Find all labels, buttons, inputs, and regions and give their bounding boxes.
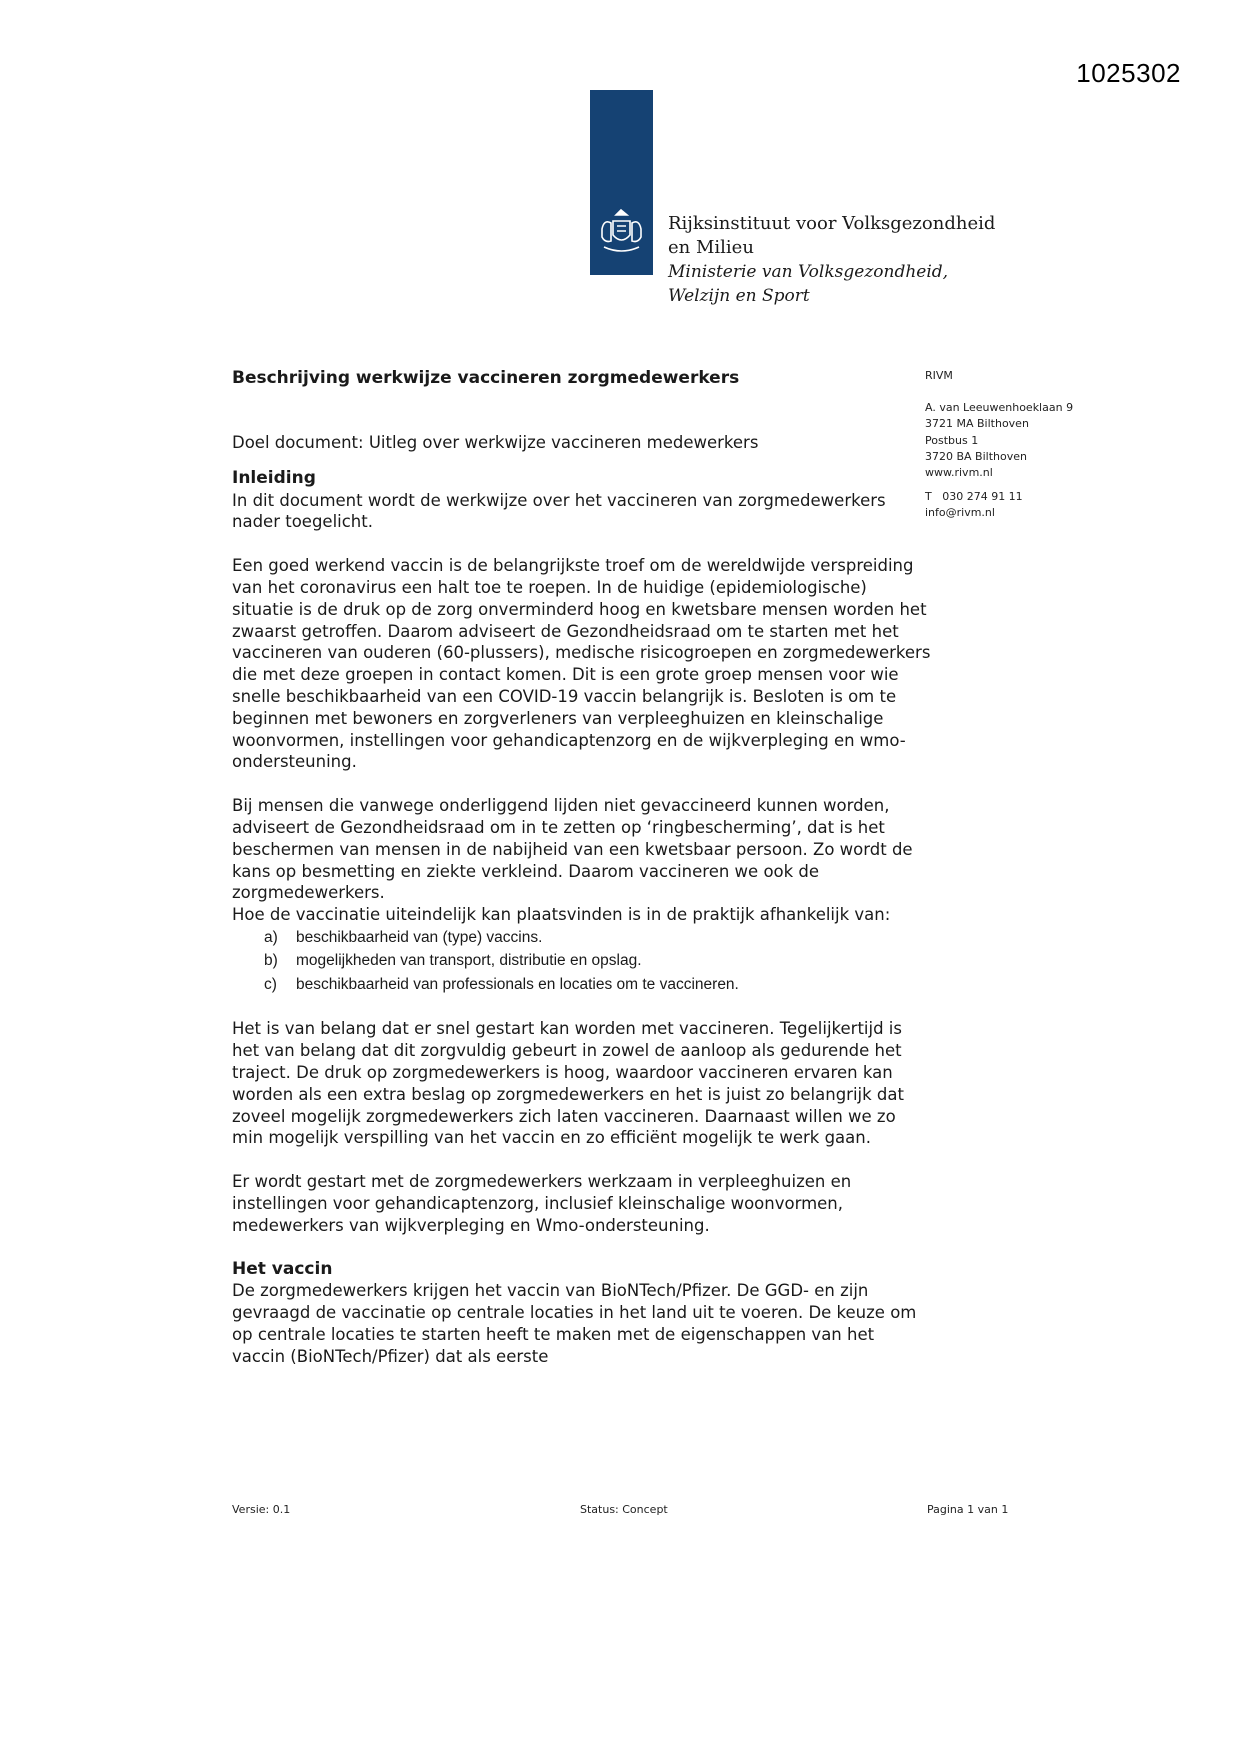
list-marker: b): [264, 952, 278, 970]
paragraph-vaccine-importance: Een goed werkend vaccin is de belangrijkste troef om de wereldwijde verspreiding van het coronavirus een halt toe te roepen. In de huidige (epidemiologische) situatie is de druk op de zorg onverminderd hoog en kwetsbare mensen worden het zwaarst getroffen. Daarom adviseert de Gezondheidsraad om te starten met het vaccineren van ouderen (60-plussers), medische risicogroepen en zorgmedewerkers die met deze groepen in contact komen. Dit is een grote groep mensen voor wie snelle beschikbaarheid van een COVID-19 vaccin belangrijk is. Besloten is om te beginnen met bewoners en zorgverleners van verpleeghuizen en kleinschalige woonvormen, instellingen voor gehandicaptenzorg en de wijkverpleging en wmo-ondersteuning.: [232, 556, 931, 772]
document-title: Beschrijving werkwijze vaccineren zorgmedewerkers: [232, 368, 740, 388]
paragraph-start-groups: Er wordt gestart met de zorgmedewerkers werkzaam in verpleeghuizen en instellingen voor gehandicaptenzorg, inclusief kleinschalige woonvormen, medewerkers van wijkverpleging en Wmo-ondersteuning.: [232, 1172, 852, 1235]
footer-status: Status: Concept: [580, 1503, 668, 1516]
org-name-line-1: Rijksinstituut voor Volksgezondheid: [668, 213, 996, 234]
paragraph-dependencies-intro: Hoe de vaccinatie uiteindelijk kan plaatsvinden is in de praktijk afhankelijk van:: [232, 905, 891, 925]
sidebar-address-4: 3720 BA Bilthoven: [925, 449, 1027, 463]
document-body: [232, 432, 932, 1368]
ministry-line-2: Welzijn en Sport: [668, 286, 810, 306]
paragraph-start-quickly: Het is van belang dat er snel gestart kan worden met vaccineren. Tegelijkertijd is het van belang dat dit zorgvuldig gebeurt in zowel de aanloop als gedurende het traject. De druk op zorgmedewerkers is hoog, waardoor vaccineren ervaren kan worden als een extra beslag op zorgmedewerkers en het is juist zo belangrijk dat zoveel mogelijk zorgmedewerkers zich laten vaccineren. Daarnaast willen we zo min mogelijk verspilling van het vaccin en zo efficiënt mogelijk te werk gaan.: [232, 1019, 904, 1148]
list-item: [232, 949, 932, 973]
list-marker: a): [264, 928, 278, 946]
coat-of-arms-icon: [596, 207, 647, 257]
section-heading-intro: Inleiding: [232, 467, 316, 488]
document-id: 1025302: [1076, 58, 1181, 88]
section-heading-vaccine: Het vaccin: [232, 1258, 333, 1279]
paragraph-vaccine: De zorgmedewerkers krijgen het vaccin van BioNTech/Pfizer. De GGD- en zijn gevraagd de vaccinatie op centrale locaties in het land uit te voeren. De keuze om op centrale locaties te starten heeft te maken met de eigenschappen van het vaccin (BioNTech/Pfizer) dat als eerste: [232, 1281, 917, 1366]
sidebar-email: info@rivm.nl: [925, 506, 995, 520]
list-item: [232, 973, 932, 997]
document-purpose: Doel document: Uitleg over werkwijze vaccineren medewerkers: [232, 433, 759, 452]
sidebar-address-2: 3721 MA Bilthoven: [925, 417, 1029, 431]
list-marker: c): [264, 975, 277, 993]
organization-name: [668, 212, 995, 308]
contact-sidebar: [925, 368, 1073, 522]
list-item-text: beschikbaarheid van (type) vaccins.: [296, 928, 543, 946]
paragraph-ring-protection: Bij mensen die vanwege onderliggend lijden niet gevaccineerd kunnen worden, adviseert de Gezondheidsraad om in te zetten op ‘ringbescherming’, dat is het beschermen van mensen in de nabijheid van een kwetsbaar persoon. Zo wordt de kans op besmetting en ziekte verkleind. Daarom vaccineren we ook de zorgmedewerkers.: [232, 796, 913, 903]
rijksoverheid-logo: [590, 90, 653, 275]
sidebar-phone: T 030 274 91 11: [925, 490, 1023, 504]
list-item-text: mogelijkheden van transport, distributie en opslag.: [296, 952, 642, 970]
list-item-text: beschikbaarheid van professionals en locaties om te vaccineren.: [296, 975, 739, 993]
intro-paragraph: In dit document wordt de werkwijze over het vaccineren van zorgmedewerkers nader toegelicht.: [232, 490, 886, 532]
sidebar-org: RIVM: [925, 369, 953, 382]
list-item: [232, 926, 932, 950]
footer-page-number: Pagina 1 van 1: [927, 1503, 1009, 1516]
sidebar-address-3: Postbus 1: [925, 433, 979, 447]
footer-version: Versie: 0.1: [232, 1503, 291, 1516]
org-name-line-2: en Milieu: [668, 237, 754, 258]
ministry-line-1: Ministerie van Volksgezondheid,: [668, 262, 949, 282]
sidebar-address-1: A. van Leeuwenhoeklaan 9: [925, 401, 1074, 415]
dependencies-list: [232, 926, 932, 997]
sidebar-website: www.rivm.nl: [925, 466, 993, 480]
